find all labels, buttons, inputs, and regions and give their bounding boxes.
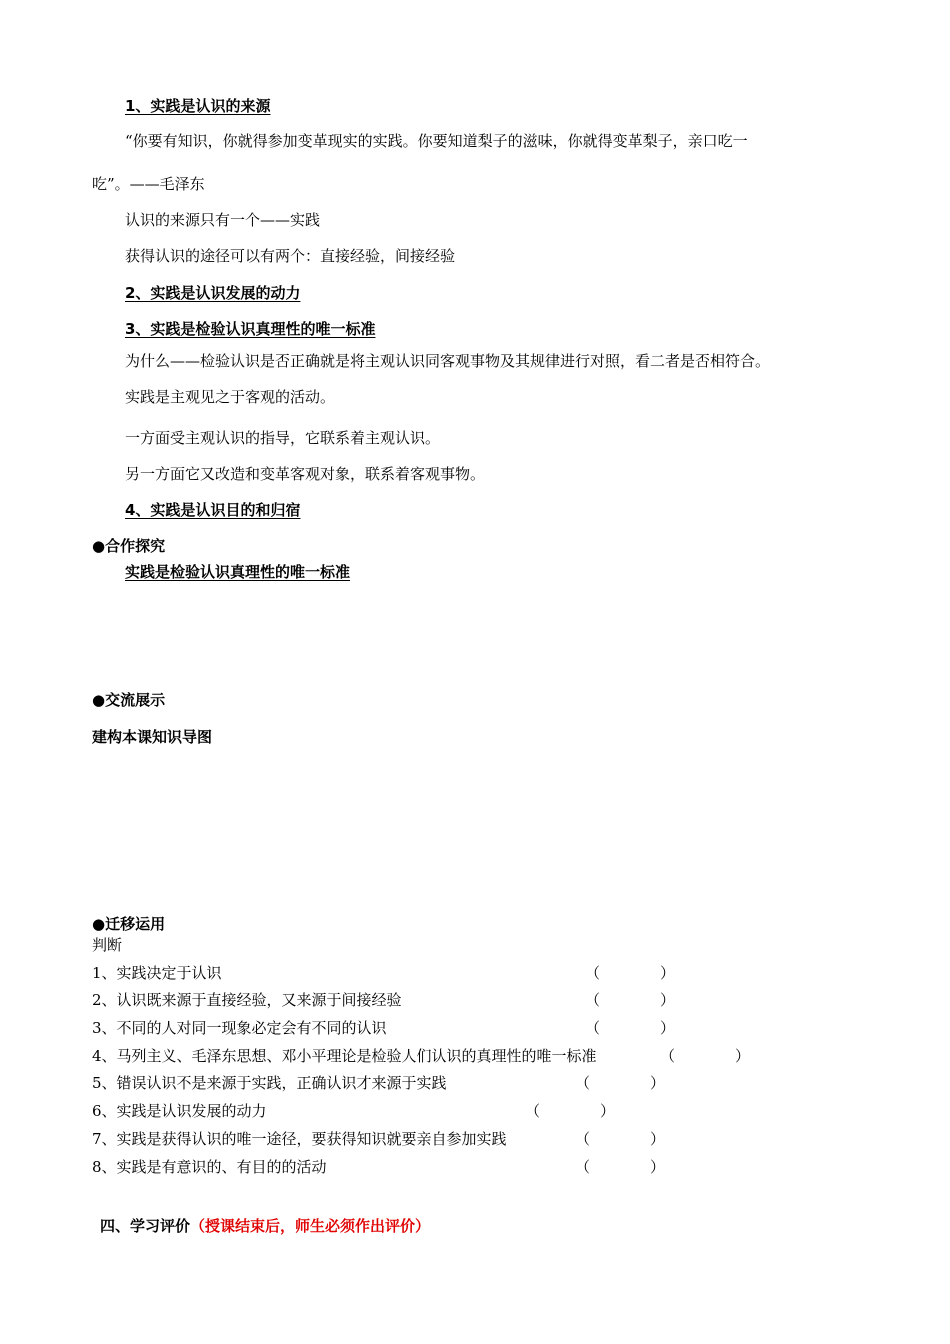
heading-cooperate: ●合作探究: [92, 537, 166, 555]
judge-item-1: 1、实践决定于认识: [92, 964, 222, 982]
answer-bracket-open-2: （: [585, 991, 601, 1009]
heading-practice-standard: 3、实践是检验认识真理性的唯一标准: [125, 320, 376, 338]
judge-item-8: 8、实践是有意识的、有目的的活动: [92, 1158, 327, 1176]
heading-practice-source: 1、实践是认识的来源: [125, 97, 271, 115]
answer-bracket-open-1: （: [585, 964, 601, 982]
answer-bracket-close-8: ）: [650, 1158, 666, 1176]
paragraph-source-only-one: 认识的来源只有一个——实践: [125, 211, 321, 229]
evaluation-title: 四、学习评价: [100, 1217, 191, 1235]
judge-label: 判断: [92, 936, 123, 954]
judge-item-3: 3、不同的人对同一现象必定会有不同的认识: [92, 1019, 387, 1037]
paragraph-one-side: 一方面受主观认识的指导，它联系着主观认识。: [125, 429, 441, 447]
evaluation-note: （授课结束后，师生必须作出评价）: [190, 1217, 431, 1235]
judge-item-5: 5、错误认识不是来源于实践，正确认识才来源于实践: [92, 1074, 447, 1092]
heading-evaluation: [100, 1216, 430, 1236]
judge-item-2: 2、认识既来源于直接经验，又来源于间接经验: [92, 991, 402, 1009]
paragraph-why-check: 为什么——检验认识是否正确就是将主观认识同客观事物及其规律进行对照，看二者是否相符合。: [125, 352, 771, 370]
answer-bracket-close-1: ）: [660, 964, 676, 982]
answer-bracket-close-7: ）: [650, 1130, 666, 1148]
answer-bracket-open-5: （: [575, 1074, 591, 1092]
paragraph-subjective-objective: 实践是主观见之于客观的活动。: [125, 388, 336, 406]
heading-exchange: ●交流展示: [92, 691, 166, 709]
answer-bracket-open-4: （: [660, 1047, 676, 1065]
cooperate-topic: 实践是检验认识真理性的唯一标准: [125, 563, 351, 581]
paragraph-other-side: 另一方面它又改造和变革客观对象，联系着客观事物。: [125, 465, 486, 483]
quote-mao-line1: “你要有知识，你就得参加变革现实的实践。你要知道梨子的滋味，你就得变革梨子，亲口吃一: [125, 132, 748, 150]
judge-item-7: 7、实践是获得认识的唯一途径，要获得知识就要亲自参加实践: [92, 1130, 507, 1148]
answer-bracket-close-4: ）: [735, 1047, 751, 1065]
answer-bracket-open-6: （: [525, 1102, 541, 1120]
answer-bracket-close-2: ）: [660, 991, 676, 1009]
answer-bracket-close-6: ）: [600, 1102, 616, 1120]
quote-mao-line2: 吃”。——毛泽东: [92, 175, 205, 193]
answer-bracket-close-3: ）: [660, 1019, 676, 1037]
answer-bracket-close-5: ）: [650, 1074, 666, 1092]
judge-item-6: 6、实践是认识发展的动力: [92, 1102, 267, 1120]
answer-bracket-open-8: （: [575, 1158, 591, 1176]
judge-item-4: 4、马列主义、毛泽东思想、邓小平理论是检验人们认识的真理性的唯一标准: [92, 1047, 597, 1065]
heading-practice-motive: 2、实践是认识发展的动力: [125, 284, 301, 302]
answer-bracket-open-7: （: [575, 1130, 591, 1148]
answer-bracket-open-3: （: [585, 1019, 601, 1037]
paragraph-two-ways: 获得认识的途径可以有两个：直接经验，间接经验: [125, 247, 456, 265]
heading-practice-purpose: 4、实践是认识目的和归宿: [125, 501, 301, 519]
exchange-knowledge-map: 建构本课知识导图: [92, 728, 213, 746]
heading-transfer: ●迁移运用: [92, 915, 166, 933]
